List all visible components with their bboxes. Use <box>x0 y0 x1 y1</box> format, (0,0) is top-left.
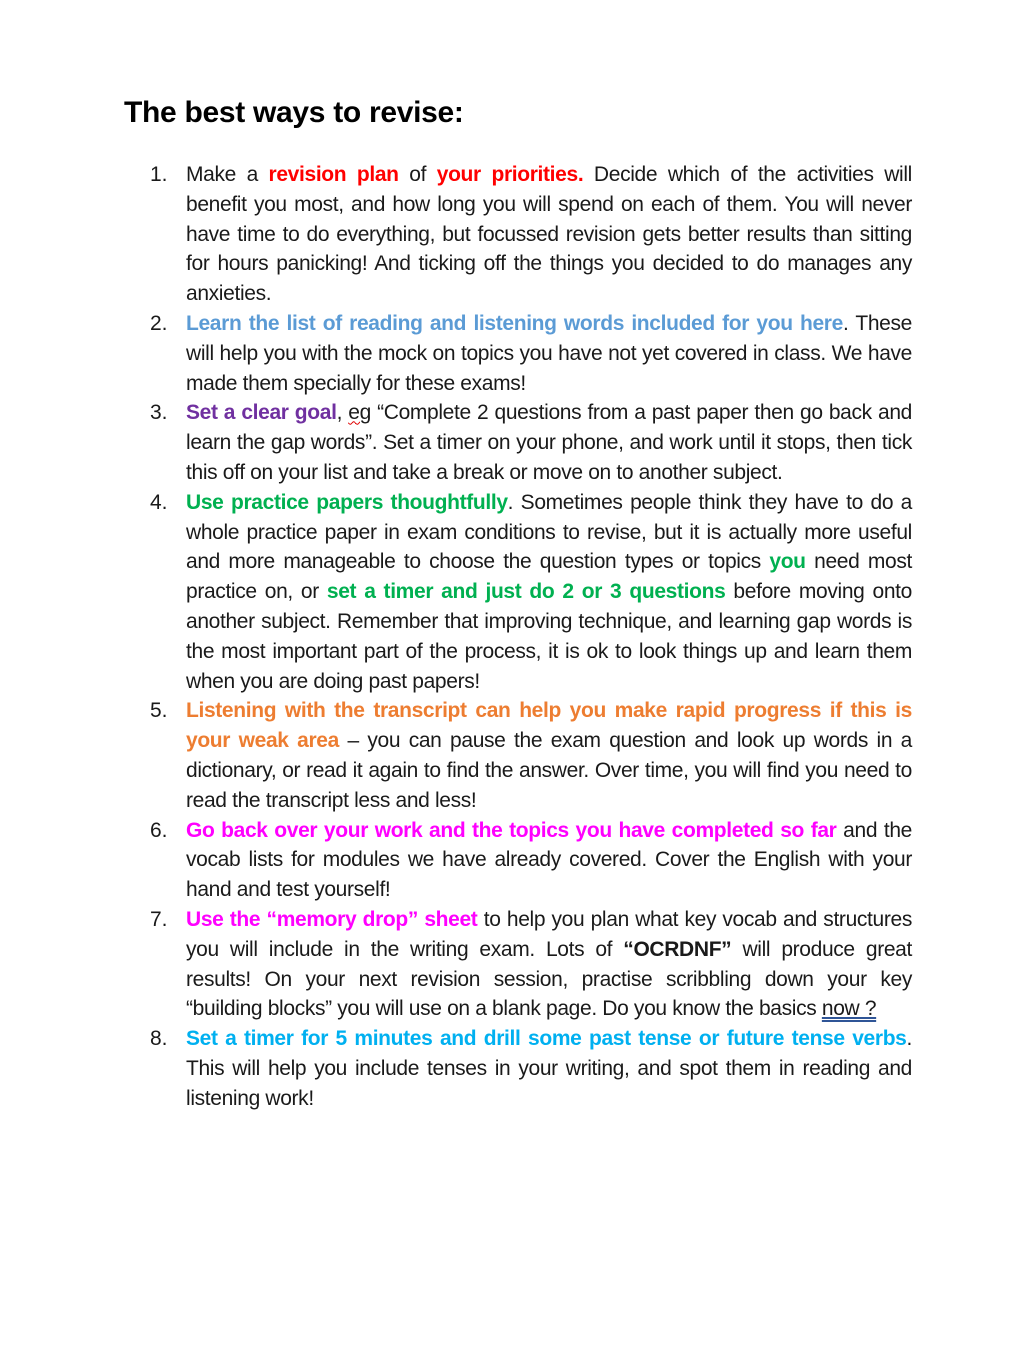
item-number: 4. <box>150 490 168 514</box>
highlight-memory-drop: Use the “memory drop” sheet <box>186 907 478 931</box>
list-item <box>150 398 912 487</box>
highlight-your-priorities: your priorities. <box>436 163 584 186</box>
item-text <box>186 160 912 309</box>
item-number: 3. <box>150 401 168 425</box>
text-run: to help you plan what key vocab and structures you will include in the writing exam. Lots of <box>186 907 912 961</box>
item-number: 7. <box>150 907 168 931</box>
bold-ocrdnf: “OCRDNF” <box>623 937 732 961</box>
list-item <box>150 488 912 697</box>
text-run: Make a <box>186 163 269 186</box>
highlight-learn-list: Learn the list of reading and listening words included for you here <box>186 311 843 335</box>
list-item <box>150 160 912 309</box>
text-run: before moving onto another subject. Remember that improving technique, and learning gap words is the most important part of the process, it is ok to look things up and learn them when you are doing past papers! <box>186 580 912 693</box>
highlight-clear-goal: Set a clear goal <box>186 401 337 425</box>
text-run: . These will help you with the mock on topics you have not yet covered in class. We have made them specially for these exams! <box>186 311 912 395</box>
revision-tips-list <box>150 160 912 1114</box>
item-number: 2. <box>150 311 168 335</box>
highlight-set-timer-verbs: Set a timer for 5 minutes and drill some past tense or future tense verbs <box>186 1027 907 1051</box>
item-text <box>186 1024 912 1113</box>
text-run: . Sometimes people think they have to do a whole practice paper in exam conditions to revise, but it is actually more useful and more manageable to choose the question types or topics <box>186 490 913 574</box>
grammar-flag-word[interactable]: now ? <box>821 997 877 1021</box>
item-number: 5. <box>150 699 168 723</box>
spellcheck-word[interactable]: eg <box>348 401 371 425</box>
item-number: 6. <box>150 818 168 842</box>
text-run: , <box>336 401 349 425</box>
text-run: of <box>398 163 437 186</box>
highlight-listening-transcript: Listening with the transcript can help you make rapid progress if this is your weak area <box>186 699 912 753</box>
highlight-set-timer: set a timer and just do 2 or 3 questions <box>326 580 726 604</box>
text-run: – you can pause the exam question and look up words in a dictionary, or read it again to find the answer. Over time, you will find you need to read the transcript less and less! <box>186 729 913 812</box>
text-run: will produce great results! On your next revision session, practise scribbling down your key “building blocks” you will use on a blank page. Do you know the basics <box>186 937 912 1021</box>
item-number: 1. <box>150 163 168 186</box>
item-text <box>186 696 912 815</box>
item-text <box>186 905 912 1024</box>
text-run: need most practice on, or <box>186 550 912 604</box>
text-run: Decide which of the activities will benefit you most, and how long you will spend on each of them. You will never have time to do everything, but focussed revision gets better results than sitting for hours panicking! And ticking off the things you decided to do manages any anxieties. <box>186 163 912 306</box>
list-item <box>150 309 912 398</box>
list-item <box>150 816 912 905</box>
list-item <box>150 696 912 815</box>
item-text <box>186 488 912 697</box>
text-run: and the vocab lists for modules we have already covered. Cover the English with your hand and test yourself! <box>186 818 912 902</box>
page-title: The best ways to revise: <box>124 96 464 129</box>
item-text <box>186 309 912 398</box>
text-run: “Complete 2 questions from a past paper then go back and learn the gap words”. Set a timer on your phone, and work until it stops, then tick this off on your list and take a break or move on to another subject. <box>186 401 912 484</box>
highlight-revision-plan: revision plan <box>268 163 399 186</box>
item-number: 8. <box>150 1027 168 1051</box>
highlight-practice-papers: Use practice papers thoughtfully <box>186 490 508 514</box>
highlight-go-back: Go back over your work and the topics you have completed so far <box>186 818 837 842</box>
list-item <box>150 905 912 1024</box>
list-item <box>150 1024 912 1113</box>
item-text <box>186 816 912 905</box>
highlight-you: you <box>769 550 806 574</box>
text-run: . This will help you include tenses in your writing, and spot them in reading and listening work! <box>186 1027 912 1110</box>
item-text <box>186 398 912 487</box>
